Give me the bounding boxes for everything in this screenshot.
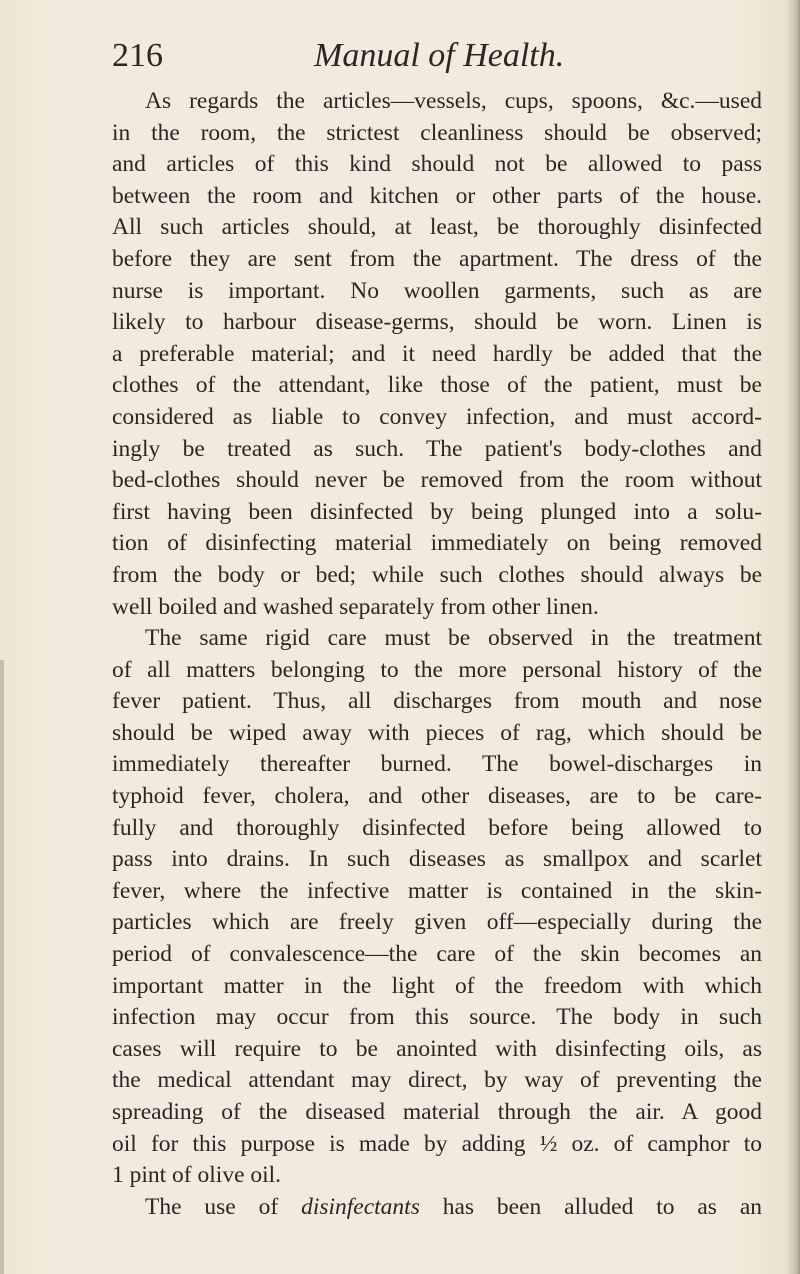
text-line: important matter in the light of the freedom with which [112,972,762,999]
text-line: first having been disinfected by being plunged into a solu- [112,498,762,525]
page-right-edge [786,0,800,1274]
text-line: bed-clothes should never be removed from the room without [112,467,762,494]
text-line: fever patient. Thus, all discharges from mouth and nose [112,688,762,715]
text-line: All such articles should, at least, be thoroughly disinfected [112,214,762,241]
running-head: Manual of Health. [314,37,565,74]
text-line: pass into drains. In such diseases as smallpox and scarlet [112,846,762,873]
text-line: fever, where the infective matter is contained in the skin- [112,877,762,904]
text-line: period of convalescence—the care of the skin becomes an [112,941,762,968]
text-line: 1 pint of olive oil. [112,1162,282,1189]
text-segment: has been alluded to as an [442,1193,762,1220]
page-left-edge [0,660,4,1274]
text-line: infection may occur from this source. The body in such [112,1004,762,1031]
text-line: a preferable material; and it need hardly be added that the [112,340,762,367]
text-line: particles which are freely given off—especially during the [112,909,762,936]
text-line: oil for this purpose is made by adding ½ oz. of camphor to [112,1130,762,1157]
text-line: between the room and kitchen or other parts of the house. [112,182,762,209]
text-line: clothes of the attendant, like those of the patient, must be [112,372,762,399]
text-line: immediately thereafter burned. The bowel-discharges in [112,751,762,778]
text-line: and articles of this kind should not be allowed to pass [112,151,762,178]
text-line: As regards the articles—vessels, cups, spoons, &c.—used [145,88,762,114]
text-line: tion of disinfecting material immediately on being removed [112,530,762,557]
body-text [112,86,762,1223]
text-line: before they are sent from the apartment. The dress of the [112,245,762,272]
text-line: of all matters belonging to the more personal history of the [112,656,762,683]
page-header [112,36,762,76]
text-line: ingly be treated as such. The patient's body-clothes and [112,435,762,462]
italic-term: disinfectants [301,1193,420,1220]
text-line: likely to harbour disease-germs, should be worn. Linen is [112,309,762,336]
page-number: 216 [112,37,163,74]
text-line: in the room, the strictest cleanliness should be observed; [112,119,762,146]
text-line: fully and thoroughly disinfected before being allowed to [112,814,762,841]
text-line-last [112,1192,762,1224]
text-line: well boiled and washed separately from other linen. [112,593,599,620]
text-line: nurse is important. No woollen garments, such as are [112,277,762,304]
text-line: spreading of the diseased material through the air. A good [112,1099,762,1125]
text-line: should be wiped away with pieces of rag, which should be [112,719,762,746]
text-line: from the body or bed; while such clothes should always be [112,561,762,588]
text-line: cases will require to be anointed with disinfecting oils, as [112,1035,762,1062]
text-line: typhoid fever, cholera, and other diseases, are to be care- [112,783,762,810]
text-line: The same rigid care must be observed in the treatment [145,625,762,652]
text-line: considered as liable to convey infection, and must accord- [112,403,762,430]
text-line: the medical attendant may direct, by way of preventing the [112,1067,762,1094]
text-segment: The use of [145,1193,279,1220]
